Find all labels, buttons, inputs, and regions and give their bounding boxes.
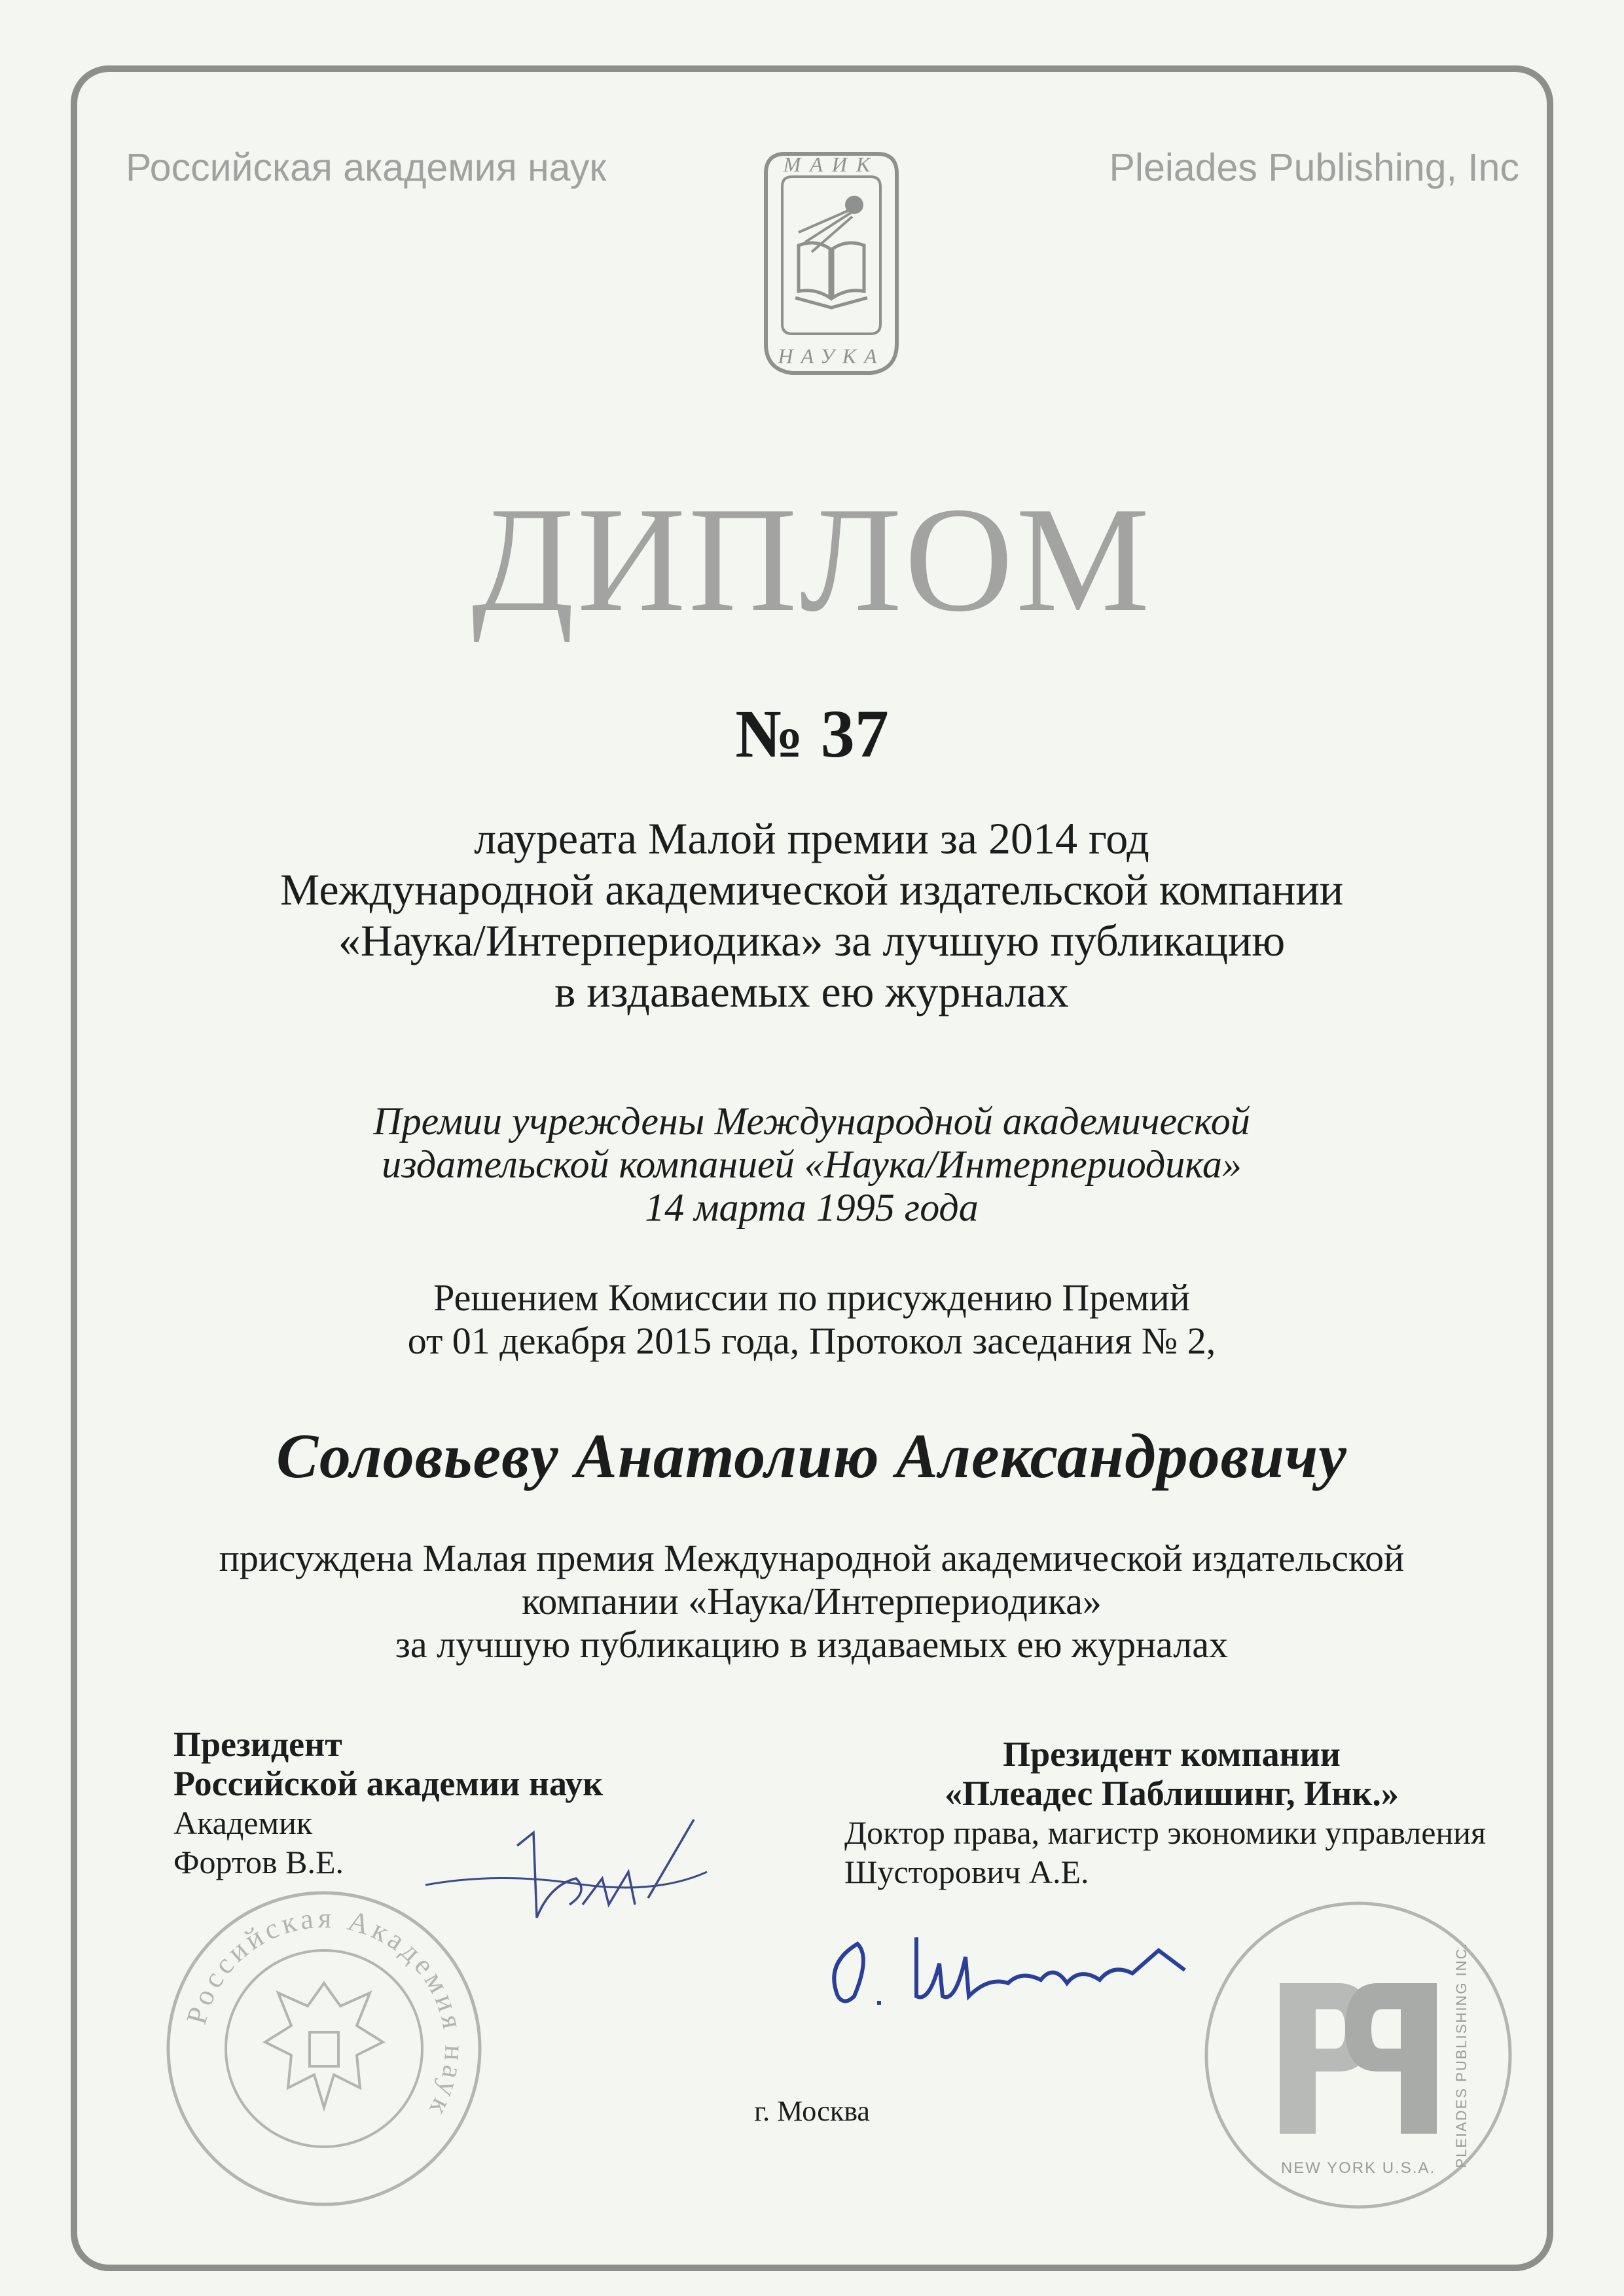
signatory-right	[844, 1734, 1499, 1892]
document-title: ДИПЛОМ	[471, 476, 1153, 643]
signatory-right-title: «Плеадес Паблишинг, Инк.»	[945, 1774, 1399, 1813]
svg-text:Российская Академия наук	[180, 1902, 471, 2125]
signatory-left-rank: Академик	[173, 1804, 313, 1841]
laureate-line: лауреата Малой премии за 2014 год	[474, 814, 1149, 863]
signatory-right-title: Президент компании	[1003, 1734, 1341, 1774]
signature-shustorovich	[818, 1898, 1198, 2029]
award-line: присуждена Малая премия Международной академической издательской	[219, 1537, 1405, 1579]
laureate-line: Международной академической издательской компании	[280, 865, 1344, 914]
award-paragraph	[131, 1537, 1492, 1666]
maik-nauka-logo	[746, 147, 916, 383]
signatory-right-name: Шусторович А.Е.	[844, 1854, 1089, 1890]
logo-bottom-text: НАУКА	[778, 344, 885, 368]
established-line: 14 марта 1995 года	[645, 1186, 979, 1229]
established-paragraph	[131, 1100, 1492, 1229]
eagle-emblem-icon	[265, 1983, 383, 2108]
decision-line: от 01 декабря 2015 года, Протокол заседания № 2,	[407, 1319, 1216, 1362]
diploma-number: № 37	[735, 696, 889, 772]
laureate-line: «Наука/Интерпериодика» за лучшую публикацию	[338, 916, 1286, 965]
laureate-paragraph	[131, 813, 1492, 1017]
established-line: издательской компанией «Наука/Интерпериодика»	[382, 1143, 1242, 1186]
header-left-org: Российская академия наук	[126, 146, 607, 189]
signatory-left-name: Фортов В.Е.	[173, 1844, 344, 1880]
ras-seal	[160, 1885, 488, 2212]
decision-line: Решением Комиссии по присуждению Премий	[433, 1276, 1190, 1319]
award-line: компании «Наука/Интерпериодика»	[522, 1580, 1102, 1623]
logo-top-text: МАИК	[783, 152, 880, 176]
signatory-left-title: Российской академии наук	[173, 1764, 604, 1803]
ras-seal-text: Российская Академия наук	[180, 1901, 471, 2125]
established-line: Премии учреждены Международной академической	[373, 1100, 1250, 1143]
pleiades-seal-side-text: PLEIADES PUBLISHING INC.	[1453, 1942, 1470, 2168]
decision-paragraph	[131, 1276, 1492, 1363]
laureate-line: в издаваемых ею журналах	[554, 967, 1069, 1016]
header-right-org: Pleiades Publishing, Inc	[1109, 146, 1519, 189]
pleiades-seal-bottom-text: NEW YORK U.S.A.	[1280, 2159, 1436, 2177]
award-line: за лучшую публикацию в издаваемых ею журналах	[395, 1623, 1228, 1666]
signatory-left-title: Президент	[173, 1725, 342, 1764]
signatory-right-rank: Доктор права, магистр экономики управления	[844, 1814, 1486, 1851]
pleiades-seal	[1201, 1898, 1515, 2212]
city: г. Москва	[754, 2095, 870, 2127]
winner-name: Соловьеву Анатолию Александровичу	[276, 1421, 1347, 1491]
